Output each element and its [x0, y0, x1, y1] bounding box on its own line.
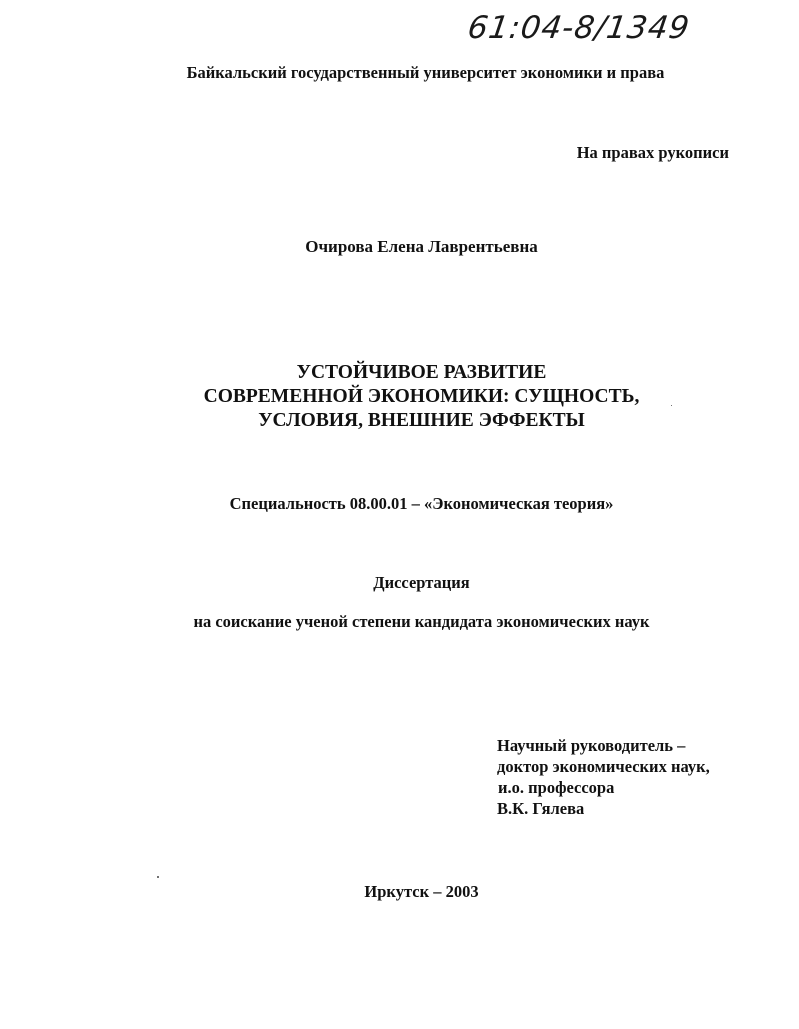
city-year: Иркутск – 2003	[364, 882, 479, 901]
university-name: Байкальский государственный университет экономики и права	[186, 63, 665, 82]
title-line-1: УСТОЙЧИВОЕ РАЗВИТИЕ	[296, 362, 547, 383]
archive-number-handwritten: 61:04-8/1349	[465, 10, 693, 46]
manuscript-rights-note: На правах рукописи	[576, 143, 729, 162]
title-line-2: СОВРЕМЕННОЙ ЭКОНОМИКИ: СУЩНОСТЬ,	[203, 386, 640, 407]
degree-purpose: на соискание ученой степени кандидата экономических наук	[193, 612, 650, 631]
scientific-advisor	[497, 735, 710, 819]
advisor-line-3: и.о. профессора	[498, 778, 615, 797]
advisor-line-2: доктор экономических наук,	[497, 757, 710, 776]
specialty: Специальность 08.00.01 – «Экономическая теория»	[229, 494, 614, 513]
document-type: Диссертация	[373, 573, 470, 592]
scan-speck	[157, 876, 159, 878]
advisor-line-1: Научный руководитель –	[497, 736, 686, 755]
dissertation-title	[22, 361, 799, 433]
author-name: Очирова Елена Лаврентьевна	[305, 237, 538, 256]
advisor-line-4: В.К. Гялева	[497, 799, 585, 818]
scan-speck	[671, 405, 672, 406]
title-line-3: УСЛОВИЯ, ВНЕШНИЕ ЭФФЕКТЫ	[258, 410, 585, 431]
